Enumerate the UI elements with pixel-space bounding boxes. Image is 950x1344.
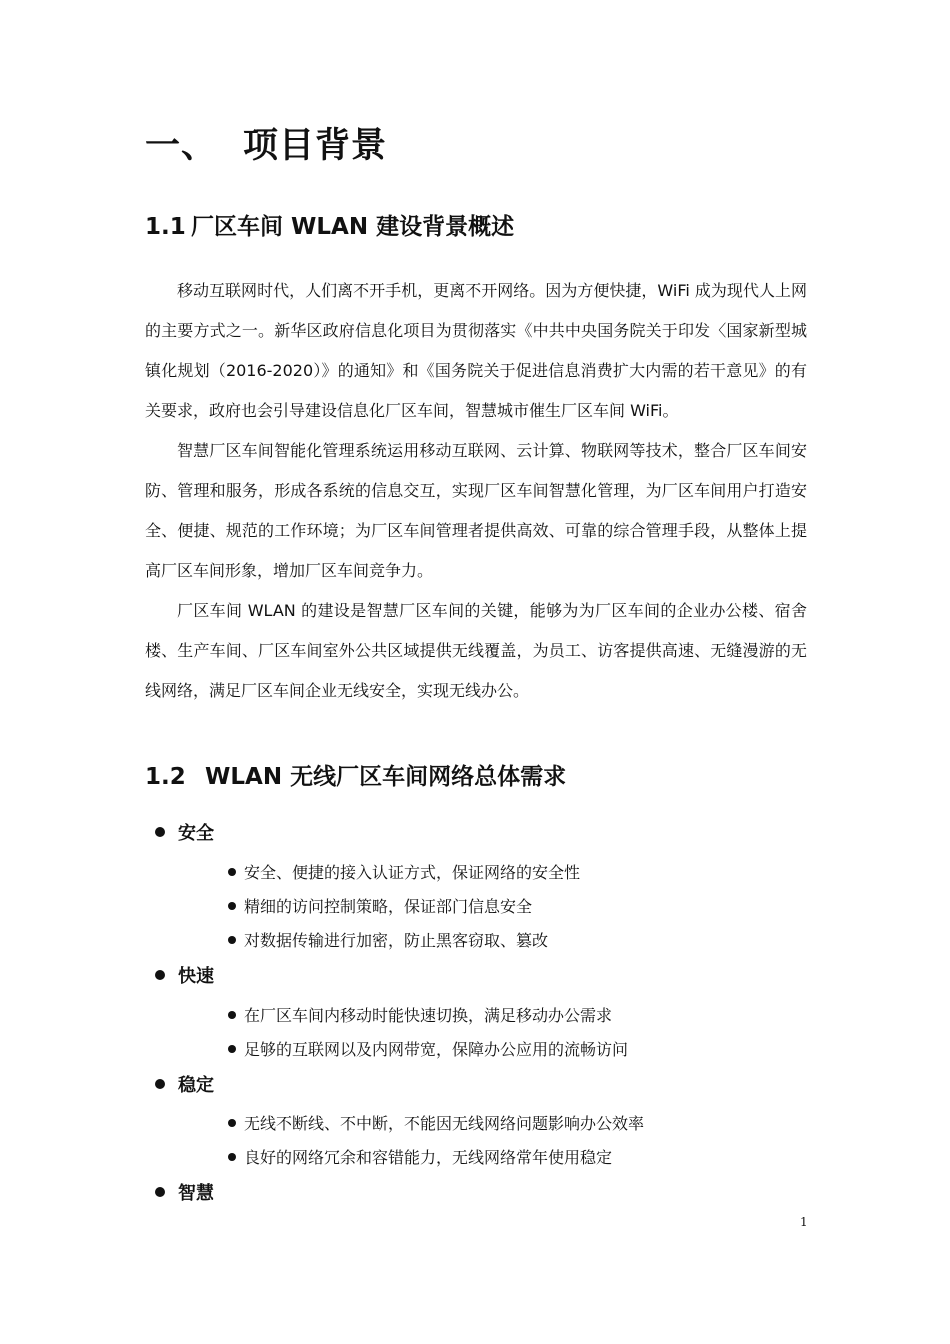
bullet-label: 快速 [178,966,214,987]
sub-bullet-text: 安全、便捷的接入认证方式，保证网络的安全性 [244,863,581,882]
bullet-icon [228,868,236,876]
bullet-icon [155,970,165,980]
section-number: 1.1 [145,214,186,240]
sub-bullet [228,1003,612,1026]
bullet-label: 智慧 [178,1183,214,1204]
bullet-group-stability [155,1071,214,1097]
bullet-icon [155,1187,165,1197]
sub-bullet-text: 良好的网络冗余和容错能力，无线网络常年使用稳定 [244,1148,613,1167]
sub-bullet-text: 足够的互联网以及内网带宽，保障办公应用的流畅访问 [244,1040,629,1059]
sub-bullet-text: 无线不断线、不中断，不能因无线网络问题影响办公效率 [244,1114,645,1133]
paragraph: 移动互联网时代，人们离不开手机，更离不开网络。因为方便快捷，WiFi 成为现代人上网的主要方式之一。新华区政府信息化项目为贯彻落实《中共中央国务院关于印发〈国家新型城镇化规划（2016-2020）》的通知》和《国务院关于促进信息消费扩大内需的若干意见》的有关要求，政府也会引导建设信息化厂区车间，智慧城市催生厂区车间 WiFi。 [145,281,807,420]
bullet-icon [228,1119,236,1127]
sub-bullet-text: 在厂区车间内移动时能快速切换，满足移动办公需求 [244,1006,613,1025]
page-number: 1 [800,1215,808,1229]
bullet-icon [228,1045,236,1053]
bullet-icon [228,936,236,944]
section-heading-1-1 [145,208,514,241]
bullet-icon [228,902,236,910]
sub-bullet-text: 对数据传输进行加密，防止黑客窃取、篡改 [244,931,549,950]
sub-bullet [228,1145,612,1168]
bullet-icon [155,827,165,837]
bullet-icon [228,1153,236,1161]
sub-bullet [228,860,580,883]
bullet-icon [228,1011,236,1019]
section-title: WLAN 无线厂区车间网络总体需求 [205,764,567,790]
section-body-1-1 [145,271,807,711]
sub-bullet [228,894,532,917]
chapter-heading [145,118,387,168]
sub-bullet [228,928,548,951]
bullet-icon [155,1079,165,1089]
paragraph: 智慧厂区车间智能化管理系统运用移动互联网、云计算、物联网等技术，整合厂区车间安防、管理和服务，形成各系统的信息交互，实现厂区车间智慧化管理，为厂区车间用户打造安全、便捷、规范的工作环境；为厂区车间管理者提供高效、可靠的综合管理手段，从整体上提高厂区车间形象，增加厂区车间竞争力。 [145,441,807,580]
section-heading-1-2 [145,758,566,791]
bullet-label: 安全 [178,823,214,844]
sub-bullet [228,1111,644,1134]
bullet-label: 稳定 [178,1075,214,1096]
sub-bullet-text: 精细的访问控制策略，保证部门信息安全 [244,897,533,916]
paragraph: 厂区车间 WLAN 的建设是智慧厂区车间的关键，能够为为厂区车间的企业办公楼、宿舍楼、生产车间、厂区车间室外公共区域提供无线覆盖，为员工、访客提供高速、无缝漫游的无线网络，满足厂区车间企业无线安全，实现无线办公。 [145,601,807,700]
section-number: 1.2 [145,764,186,790]
sub-bullet [228,1037,628,1060]
section-title: 厂区车间 WLAN 建设背景概述 [191,214,515,240]
bullet-group-smart [155,1179,214,1205]
bullet-group-speed [155,962,214,988]
chapter-number: 一、 [145,126,218,166]
chapter-title: 项目背景 [243,126,388,166]
bullet-group-security [155,819,214,845]
